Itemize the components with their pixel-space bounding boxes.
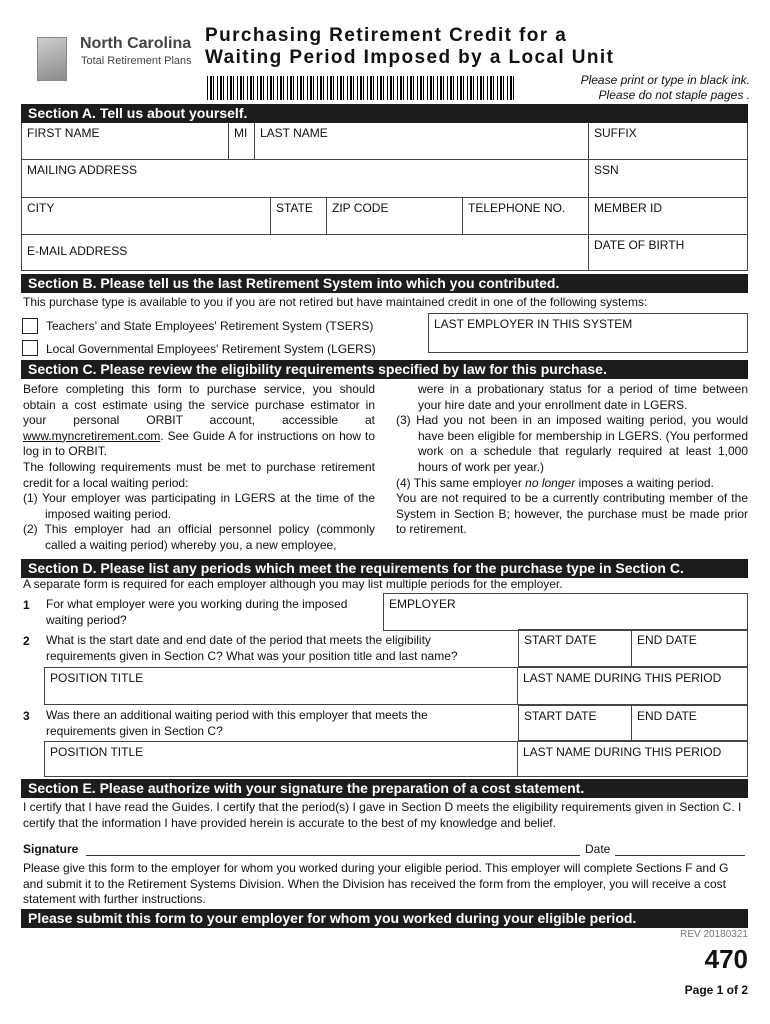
mailing-address-field[interactable]: MAILING ADDRESS (27, 163, 138, 177)
requirement-4: (4) This same employer no longer imposes a waiting period. (396, 475, 714, 490)
ssn-field[interactable]: SSN (588, 160, 747, 197)
section-a-table (21, 123, 748, 271)
section-d-intro: A separate form is required for each employer although you may list multiple periods for the employer. (23, 577, 563, 591)
retirement-website-link[interactable]: www.myncretirement.com (23, 428, 161, 443)
page-number: Page 1 of 2 (684, 983, 748, 997)
logo-mark (37, 37, 67, 81)
zip-code-field[interactable]: ZIP CODE (326, 198, 462, 234)
requirement-3: (3) Had you not been in an imposed waiting period, you would have been eligible for membership in LGERS. (You performed work on a schedule that regularly required at least 1,000 hours of work per year.) (396, 413, 748, 474)
first-name-field[interactable]: FIRST NAME (27, 126, 100, 140)
start-date-field-1[interactable]: START DATE (518, 629, 632, 667)
row-city (22, 198, 747, 235)
section-b-heading: Section B. Please tell us the last Retirement System into which you contributed. (21, 274, 748, 293)
section-c-heading: Section C. Please review the eligibility requirements specified by law for this purchase. (21, 360, 748, 379)
state-field[interactable]: STATE (270, 198, 326, 234)
section-d-heading: Section D. Please list any periods which meet the requirements for the purchase type in Section C. (21, 559, 748, 578)
suffix-field[interactable]: SUFFIX (588, 123, 747, 159)
date-line[interactable] (615, 855, 745, 856)
form-notes (581, 73, 750, 103)
section-e-heading: Section E. Please authorize with your signature the preparation of a cost statement. (21, 779, 748, 798)
tsers-checkbox[interactable] (22, 318, 38, 334)
last-employer-field[interactable]: LAST EMPLOYER IN THIS SYSTEM (428, 313, 748, 353)
start-date-field-2[interactable]: START DATE (518, 705, 632, 741)
logo-title: North Carolina (80, 35, 192, 52)
revision-number: REV 20180321 (680, 929, 748, 940)
requirement-1: (1) Your employer was participating in LGERS at the time of the imposed waiting period. (23, 491, 375, 521)
section-c-left-column (23, 382, 375, 554)
end-date-field-2[interactable]: END DATE (632, 705, 748, 741)
end-date-field-1[interactable]: END DATE (632, 629, 748, 667)
title-line-2: Waiting Period Imposed by a Local Unit (205, 47, 615, 68)
date-label: Date (585, 842, 611, 856)
row-name (22, 123, 747, 160)
section-c-requirements-intro: The following requirements must be met to purchase retirement credit for a local waiting period: (23, 459, 375, 490)
lgers-checkbox[interactable] (22, 340, 38, 356)
position-title-field-2[interactable]: POSITION TITLE (44, 741, 518, 777)
question-3-text: Was there an additional waiting period with this employer that meets the requirements given in Section C? (46, 708, 428, 738)
email-field[interactable]: E-MAIL ADDRESS (27, 244, 128, 258)
section-c-right-column (396, 382, 748, 538)
submit-banner: Please submit this form to your employer for whom you worked during your eligible period. (21, 909, 748, 928)
last-name-period-field-2[interactable]: LAST NAME DURING THIS PERIOD (518, 741, 748, 777)
mi-field[interactable]: MI (228, 123, 254, 159)
telephone-field[interactable]: TELEPHONE NO. (462, 198, 588, 234)
form-title (205, 25, 765, 69)
logo-subtitle: Total Retirement Plans (81, 55, 192, 67)
question-2-number: 2 (23, 634, 30, 648)
tsers-label: Teachers' and State Employees' Retirement System (TSERS) (46, 319, 374, 333)
date-of-birth-field[interactable]: DATE OF BIRTH (588, 235, 747, 270)
row-email (22, 235, 747, 271)
section-b-intro: This purchase type is available to you if you are not retired but have maintained credit in one of the following systems: (23, 295, 648, 309)
note-ink: Please print or type in black ink. (580, 73, 750, 87)
last-name-field[interactable]: LAST NAME (254, 123, 588, 159)
last-name-period-field-1[interactable]: LAST NAME DURING THIS PERIOD (518, 667, 748, 705)
form-number: 470 (704, 944, 748, 974)
requirement-2-continued: were in a probationary status for a period of time between your hire date and your enrollment date in LGERS. (418, 382, 748, 412)
question-3-number: 3 (23, 709, 30, 723)
section-c-intro: Before completing this form to purchase service, you should obtain a cost estimate using the service purchase estimator in your personal ORBIT account, accessible at www.myncretirement.com. See Guide A for instructions on how to log in to ORBIT. (23, 382, 375, 459)
section-a-heading: Section A. Tell us about yourself. (21, 104, 748, 123)
note-staple: Please do not staple pages . (598, 88, 750, 102)
signature-label: Signature (23, 842, 79, 856)
certification-text: I certify that I have read the Guides. I certify that the period(s) I gave in Section D meets the eligibility requirements given in Section C. I certify that the information I have provided herein is accurate to the best of my knowledge and belief. (23, 800, 742, 830)
member-id-field[interactable]: MEMBER ID (588, 198, 747, 234)
requirement-2: (2) This employer had an official personnel policy (commonly called a waiting period) whereby you, a new employee, (23, 522, 375, 552)
question-2-text: What is the start date and end date of the period that meets the eligibility requirements given in Section C? What was your position title and last name? (46, 633, 458, 663)
question-1-number: 1 (23, 598, 30, 612)
question-1-text: For what employer were you working during the imposed waiting period? (46, 597, 348, 627)
lgers-label: Local Governmental Employees' Retirement System (LGERS) (46, 342, 376, 356)
row-address (22, 160, 747, 198)
barcode (207, 76, 517, 100)
position-title-field-1[interactable]: POSITION TITLE (44, 667, 518, 705)
title-line-1: Purchasing Retirement Credit for a (205, 25, 568, 46)
signature-line[interactable] (86, 855, 580, 856)
employer-field[interactable]: EMPLOYER (383, 593, 748, 631)
city-field[interactable]: CITY (27, 201, 55, 215)
submission-instructions: Please give this form to the employer for whom you worked during your eligible period. This employer will complete Sections F and G and submit it to the Retirement Systems Division. When the Division has received the form from the employer, you will receive a cost statement with further instructions. (23, 861, 729, 907)
section-c-note: You are not required to be a currently contributing member of the System in Section B; however, the purchase must be made prior to retirement. (396, 491, 748, 537)
